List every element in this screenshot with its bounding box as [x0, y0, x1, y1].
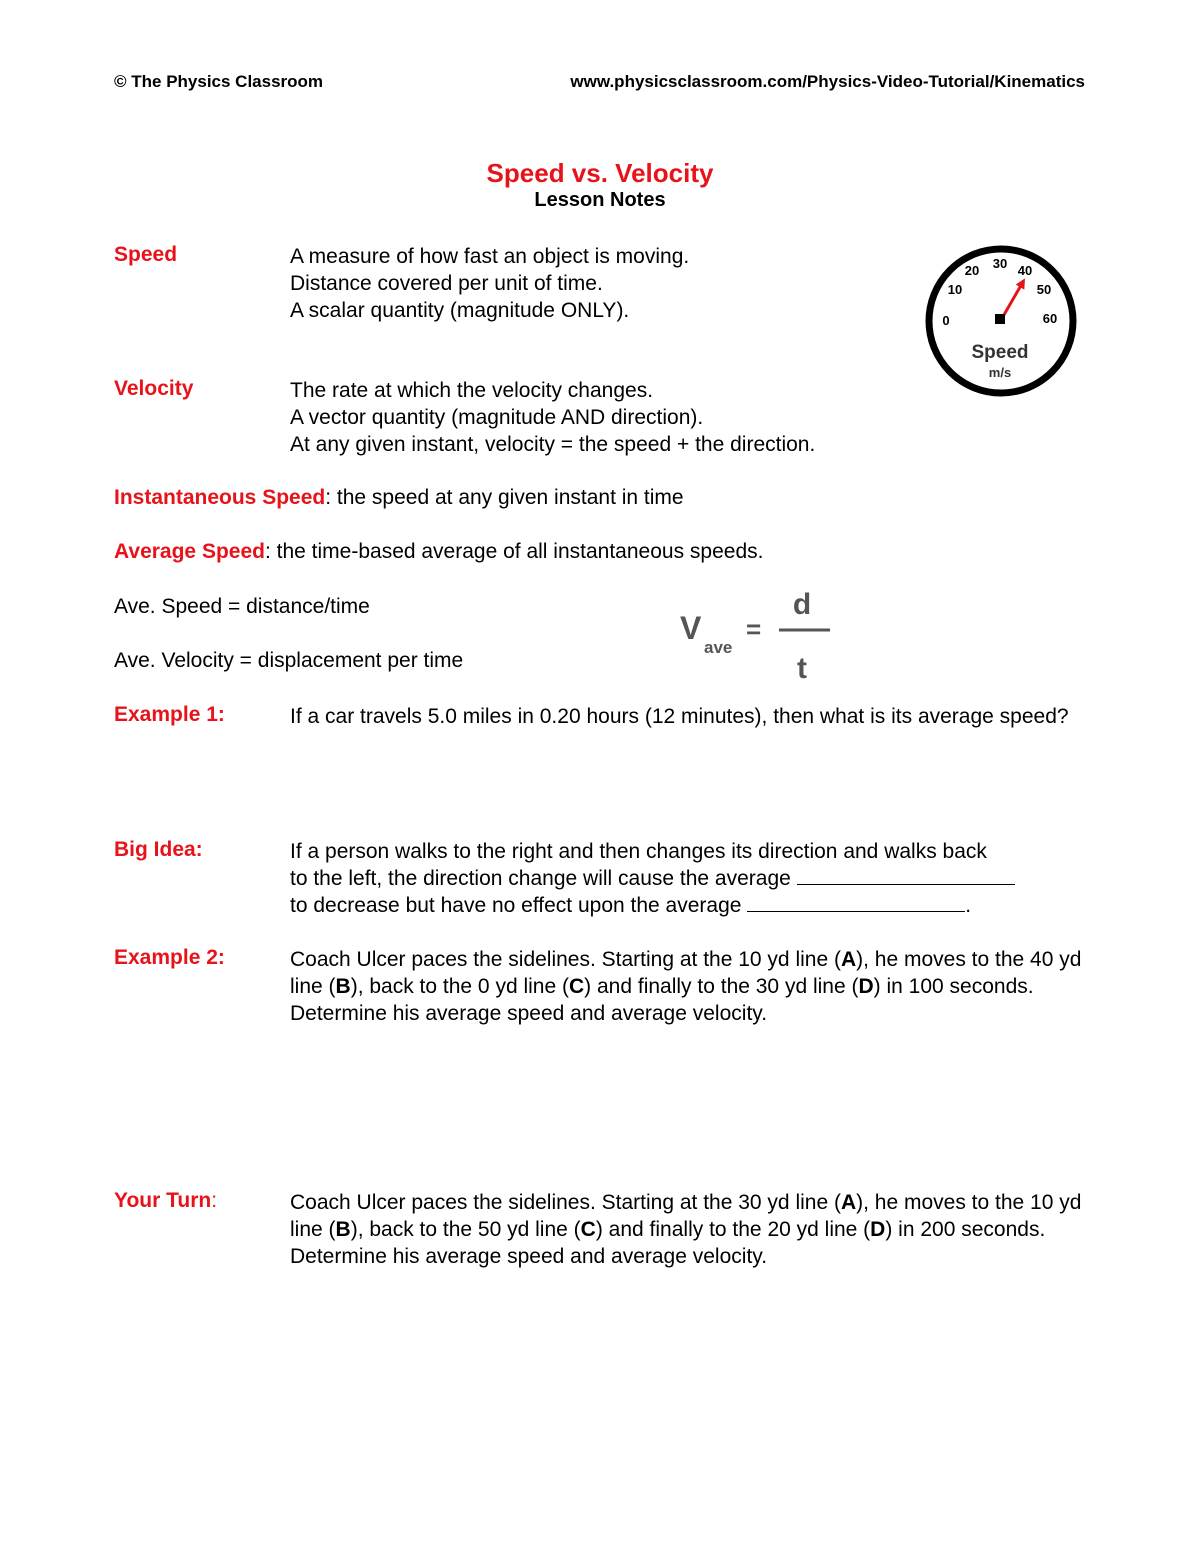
answer-blank [797, 866, 1015, 885]
point-label-c: C [580, 1218, 596, 1241]
example-2-text-part: Coach Ulcer paces the sidelines. Starting at the 10 yd line ( [290, 948, 841, 971]
average-speed-row [114, 540, 763, 564]
velocity-definition [290, 377, 815, 458]
example-1-term: Example 1: [114, 703, 225, 726]
average-velocity-formula [678, 586, 838, 686]
gauge-hub [995, 314, 1005, 324]
page-title: Speed vs. Velocity [486, 158, 714, 188]
big-idea-term: Big Idea: [114, 838, 203, 861]
your-turn-colon: : [211, 1189, 218, 1212]
example-2-text-part: ), back to the 0 yd line ( [350, 975, 569, 998]
average-speed-text: : the time-based average of all instantaneous speeds. [264, 540, 764, 563]
gauge-label: Speed [971, 342, 1029, 363]
url-header: www.physicsclassroom.com/Physics-Video-Tutorial/Kinematics [570, 72, 1085, 91]
gauge-tick-label: 10 [947, 282, 963, 297]
gauge-tick-label: 0 [942, 313, 950, 328]
example-2-term: Example 2: [114, 946, 225, 969]
formula-v: V [680, 610, 702, 646]
point-label-b: B [335, 975, 351, 998]
point-label-c: C [568, 975, 585, 998]
your-turn-term-text: Your Turn [114, 1189, 212, 1212]
big-idea-period: . [965, 894, 972, 917]
average-speed-term: Average Speed [114, 540, 265, 563]
example-2-text [290, 946, 1090, 1027]
example-1-text: If a car travels 5.0 miles in 0.20 hours (12 minutes), then what is its average speed? [290, 705, 1069, 728]
big-idea-text [290, 838, 1015, 919]
your-turn-text-part: ), he moves to the 10 yd line ( [290, 1191, 1082, 1241]
your-turn-text-part: ) and finally to the 20 yd line ( [595, 1218, 871, 1241]
page-subtitle: Lesson Notes [534, 189, 666, 211]
speed-term: Speed [114, 243, 178, 266]
ave-velocity-formula-text: Ave. Velocity = displacement per time [114, 649, 464, 672]
point-label-b: B [335, 1218, 351, 1241]
speed-line: A scalar quantity (magnitude ONLY). [290, 299, 630, 322]
your-turn-text-part: Coach Ulcer paces the sidelines. Starting at the 30 yd line ( [290, 1191, 841, 1214]
speed-line: Distance covered per unit of time. [290, 272, 603, 295]
gauge-tick-label: 20 [964, 263, 980, 278]
velocity-line: At any given instant, velocity = the speed + the direction. [290, 433, 816, 456]
big-idea-line-text: to decrease but have no effect upon the average [290, 894, 742, 917]
formula-denominator: t [797, 652, 807, 685]
gauge-tick-label: 50 [1036, 282, 1052, 297]
example-2-text-part: ) in 100 seconds. Determine his average speed and average velocity. [290, 975, 1034, 1025]
instantaneous-speed-text: : the speed at any given instant in time [325, 486, 684, 509]
instantaneous-speed-row [114, 486, 684, 510]
instantaneous-speed-term: Instantaneous Speed [114, 486, 326, 509]
gauge-tick-label: 40 [1017, 263, 1033, 278]
example-2-text-part: ), he moves to the 40 yd line ( [290, 948, 1082, 998]
speed-line: A measure of how fast an object is moving. [290, 245, 690, 268]
velocity-line: The rate at which the velocity changes. [290, 379, 654, 402]
formula-equals: = [746, 614, 762, 644]
point-label-a: A [840, 1191, 857, 1214]
copyright-header: © The Physics Classroom [114, 72, 324, 91]
your-turn-text [290, 1189, 1090, 1270]
big-idea-line-text: to the left, the direction change will cause the average [290, 867, 791, 890]
velocity-line: A vector quantity (magnitude AND direction). [290, 406, 704, 429]
big-idea-line [290, 892, 1015, 919]
speedometer-icon [922, 242, 1080, 400]
big-idea-line [290, 865, 1015, 892]
gauge-unit: m/s [988, 365, 1012, 380]
velocity-term: Velocity [114, 377, 194, 400]
gauge-tick-label: 60 [1042, 311, 1058, 326]
point-label-a: A [840, 948, 857, 971]
your-turn-text-part: ) in 200 seconds. Determine his average speed and average velocity. [290, 1218, 1046, 1268]
example-2-text-part: ) and finally to the 30 yd line ( [584, 975, 859, 998]
answer-blank [747, 893, 965, 912]
point-label-d: D [858, 975, 874, 998]
big-idea-line: If a person walks to the right and then changes its direction and walks back [290, 840, 987, 863]
ave-speed-formula-text: Ave. Speed = distance/time [114, 595, 370, 618]
formula-numerator: d [792, 588, 812, 621]
gauge-tick-label: 30 [992, 256, 1008, 271]
speed-definition [290, 243, 689, 324]
your-turn-term [114, 1189, 217, 1213]
your-turn-text-part: ), back to the 50 yd line ( [350, 1218, 581, 1241]
formula-subscript: ave [704, 638, 733, 657]
point-label-d: D [870, 1218, 886, 1241]
